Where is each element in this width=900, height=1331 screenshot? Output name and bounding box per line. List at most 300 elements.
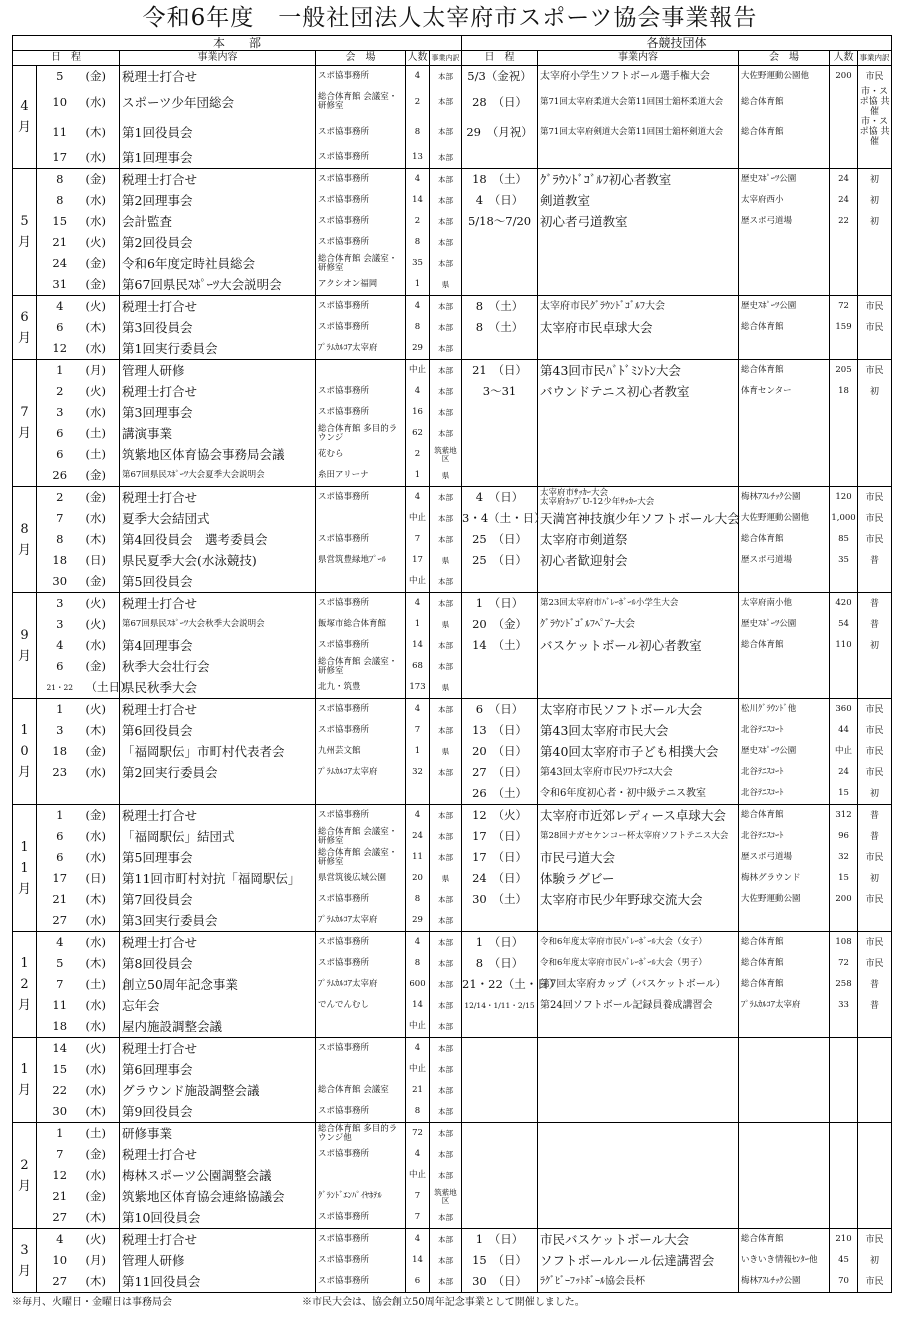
hq-day: 7 [56, 977, 64, 991]
grp-event: 第43回太宰府市民大会 [538, 720, 739, 741]
table-row [13, 656, 892, 677]
hq-weekday: (水) [85, 1168, 106, 1182]
table-row [13, 847, 892, 868]
hq-type: 本部 [430, 762, 462, 783]
hq-venue: スポ協事務所 [316, 169, 406, 191]
month-label-text: 1月 [17, 1062, 31, 1098]
hq-venue: スポ協事務所 [316, 593, 406, 615]
hq-weekday: (金) [85, 256, 106, 270]
grp-date: 4 （日） [462, 487, 538, 509]
grp-date: 20 （日） [462, 741, 538, 762]
grp-type [858, 656, 892, 677]
grp-count: 360 [830, 699, 858, 721]
table-row [13, 1016, 892, 1038]
grp-type: 初 [858, 211, 892, 232]
hq-day: 3 [56, 617, 64, 631]
hq-type [430, 783, 462, 805]
grp-venue: 歴スポ弓道場 [739, 847, 830, 868]
hq-count: 20 [406, 868, 430, 889]
hq-day: 18 [52, 553, 68, 567]
grp-venue [739, 465, 830, 487]
hq-count: 35 [406, 253, 430, 274]
hq-event: スポーツ少年団総会 [120, 87, 316, 117]
hq-day: 10 [52, 94, 68, 109]
hq-event: 税理士打合せ [120, 169, 316, 191]
hq-day: 21 [52, 1189, 68, 1203]
grp-date [462, 147, 538, 169]
grp-type: 市民 [858, 508, 892, 529]
grp-event [538, 571, 739, 593]
grp-type: 市民 [858, 847, 892, 868]
hq-day [37, 783, 83, 805]
grp-date [462, 1059, 538, 1080]
hq-type: 本部 [430, 720, 462, 741]
hq-count: 中止 [406, 1016, 430, 1038]
hq-venue [316, 1165, 406, 1186]
hq-venue: アクシオン福岡 [316, 274, 406, 296]
table-row [13, 487, 892, 509]
grp-venue: 北谷ﾃﾆｽｺｰﾄ [739, 720, 830, 741]
hq-venue: 総合体育館 会議室・研修室 [316, 847, 406, 868]
month-label-text: 9月 [17, 627, 31, 664]
grp-venue: 総合体育館 [739, 974, 830, 995]
hq-type: 本部 [430, 360, 462, 382]
hq-weekday: (水) [83, 910, 120, 932]
grp-count: 120 [830, 487, 858, 509]
hq-venue: スポ協事務所 [316, 190, 406, 211]
hq-day: 17 [52, 871, 68, 885]
hq-weekday: (火) [83, 593, 120, 615]
grp-venue [739, 147, 830, 169]
hq-count: 8 [406, 889, 430, 910]
hq-venue: スポ協事務所 [316, 1038, 406, 1060]
hq-type: 県 [430, 550, 462, 571]
hq-count: 21 [406, 1080, 430, 1101]
grp-venue [739, 232, 830, 253]
table-row [13, 1144, 892, 1165]
hq-type: 本部 [430, 1101, 462, 1123]
hq-weekday: (水) [85, 94, 106, 109]
hq-day: 27 [37, 910, 83, 932]
hq-venue: 総合体育館 会議室・研修室 [316, 253, 406, 274]
hq-weekday: (木) [85, 892, 106, 906]
grp-type: 普 [858, 995, 892, 1016]
grp-venue [739, 1165, 830, 1186]
hq-day: 6 [56, 659, 64, 673]
hq-weekday: (金) [83, 169, 120, 191]
hq-weekday: (土) [85, 426, 106, 440]
hq-type: 本部 [430, 211, 462, 232]
grp-venue [739, 910, 830, 932]
hq-weekday: (水) [85, 214, 106, 228]
grp-event [538, 338, 739, 360]
grp-date: 25 （日） [462, 550, 538, 571]
grp-count [830, 656, 858, 677]
hq-day: 15 [52, 1062, 68, 1076]
grp-type: 普 [858, 614, 892, 635]
hq-count [406, 783, 430, 805]
hq-type: 本部 [430, 826, 462, 847]
grp-type [858, 465, 892, 487]
grp-event: 市民バスケットボール大会 [538, 1229, 739, 1251]
grp-date: 5/3（金祝） [462, 66, 538, 88]
hq-type: 本部 [430, 66, 462, 88]
hq-event: 梅林スポーツ公園調整会議 [120, 1165, 316, 1186]
hq-count: 8 [406, 232, 430, 253]
grp-type [858, 1080, 892, 1101]
grp-venue: 北谷ﾃﾆｽｺｰﾄ [739, 826, 830, 847]
grp-count: 22 [830, 211, 858, 232]
hq-venue: ﾌﾟﾗﾑｶﾙｺｱ太宰府 [316, 910, 406, 932]
grp-count [830, 1016, 858, 1038]
grp-type: 普 [858, 550, 892, 571]
grp-count [830, 232, 858, 253]
hq-weekday: (金) [85, 1147, 106, 1161]
hq-type: 県 [430, 274, 462, 296]
grp-count [830, 1101, 858, 1123]
month-label-text: 10月 [17, 723, 31, 780]
grp-venue: ﾌﾟﾗﾑｶﾙｺｱ太宰府 [739, 995, 830, 1016]
grp-venue [739, 1080, 830, 1101]
hq-type: 本部 [430, 953, 462, 974]
table-row [13, 635, 892, 656]
hq-venue: スポ協事務所 [316, 211, 406, 232]
grp-venue [739, 444, 830, 465]
grp-event: 太宰府市民ｸﾞﾗｳﾝﾄﾞｺﾞﾙﾌ大会 [538, 296, 739, 318]
hq-count: 68 [406, 656, 430, 677]
hq-event: 第10回役員会 [120, 1207, 316, 1229]
hq-event: 第67回県民ｽﾎﾟｰﾂ大会説明会 [120, 274, 316, 296]
grp-count: 18 [830, 381, 858, 402]
table-row [13, 868, 892, 889]
hq-venue: 県営筑後広域公園 [316, 868, 406, 889]
grp-type: 市民 [858, 699, 892, 721]
hq-weekday: (月) [83, 360, 120, 382]
grp-event: 初心者弓道教室 [538, 211, 739, 232]
grp-date: 15 （日） [462, 1250, 538, 1271]
hq-day: 21 [52, 235, 68, 249]
hq-event: 第3回役員会 [120, 317, 316, 338]
hq-type: 本部 [430, 381, 462, 402]
hq-count: 4 [406, 699, 430, 721]
grp-event: 第40回太宰府市子ども相撲大会 [538, 741, 739, 762]
hq-day: 11 [52, 124, 68, 139]
grp-date: 25 （日） [462, 529, 538, 550]
hq-event: 屋内施設調整会議 [120, 1016, 316, 1038]
hq-type: 県 [430, 677, 462, 699]
table-row [13, 402, 892, 423]
hq-venue: スポ協事務所 [316, 1101, 406, 1123]
table-row [13, 117, 892, 147]
hq-day: 5 [37, 66, 83, 88]
grp-type: 市民 [858, 932, 892, 954]
hq-col-date: 日 程 [13, 51, 120, 66]
hq-type: 本部 [430, 190, 462, 211]
grp-date [462, 402, 538, 423]
hq-weekday: (木) [85, 723, 106, 737]
grp-count: 210 [830, 1229, 858, 1251]
grp-event: 天満宮神技旗少年ソフトボール大会 [538, 508, 739, 529]
hq-venue [316, 508, 406, 529]
table-row [13, 741, 892, 762]
grp-event [538, 1165, 739, 1186]
month-label-text: 5月 [17, 214, 31, 250]
grp-type [858, 402, 892, 423]
grp-count: 159 [830, 317, 858, 338]
grp-event: 令和6年度太宰府市民ﾊﾞﾚｰﾎﾞｰﾙ大会（女子） [538, 932, 739, 954]
grp-event: 第43回太宰府市民ｿﾌﾄﾃﾆｽ大会 [538, 762, 739, 783]
grp-col-venue: 会 場 [739, 51, 830, 66]
hq-count: 1 [406, 741, 430, 762]
hq-event: 創立50周年記念事業 [120, 974, 316, 995]
grp-event: 第71回太宰府剣道大会第11回国士舘杯剣道大会 [538, 117, 739, 147]
hq-day: 31 [37, 274, 83, 296]
grp-event: バスケットボール初心者教室 [538, 635, 739, 656]
hq-type: 本部 [430, 974, 462, 995]
month-label [13, 932, 37, 1038]
grp-venue: 北谷ﾃﾆｽｺｰﾄ [739, 783, 830, 805]
grp-count [830, 677, 858, 699]
grp-count: 44 [830, 720, 858, 741]
grp-type: 初 [858, 190, 892, 211]
table-row [13, 783, 892, 805]
table-row [13, 465, 892, 487]
hq-day: 12 [37, 338, 83, 360]
grp-event: 太宰府小学生ソフトボール選手権大会 [538, 66, 739, 88]
hq-day: 6 [56, 320, 64, 334]
table-row [13, 274, 892, 296]
hq-weekday: (金) [83, 487, 120, 509]
grp-type: 初 [858, 1250, 892, 1271]
grp-date: 12 （火） [462, 805, 538, 827]
grp-type: 初 [858, 868, 892, 889]
month-label [13, 1038, 37, 1123]
event-report-table [12, 35, 892, 1293]
hq-count: 14 [406, 1250, 430, 1271]
table-row [13, 1165, 892, 1186]
hq-count: 中止 [406, 360, 430, 382]
grp-event: 体験ラグビー [538, 868, 739, 889]
hq-count: 2 [406, 444, 430, 465]
grp-venue: 梅林ｱｽﾚﾁｯｸ公園 [739, 1271, 830, 1293]
grp-date: 21 （日） [462, 360, 538, 382]
grp-type: 市民 [858, 889, 892, 910]
grp-venue [739, 402, 830, 423]
hq-venue: スポ協事務所 [316, 529, 406, 550]
grp-event: 太宰府市民少年野球交流大会 [538, 889, 739, 910]
hq-day: 27 [37, 1271, 83, 1293]
table-row [13, 1250, 892, 1271]
hq-count: 4 [406, 1038, 430, 1060]
hq-weekday: (金) [83, 465, 120, 487]
table-row [13, 910, 892, 932]
hq-type: 県 [430, 868, 462, 889]
grp-count: 15 [830, 783, 858, 805]
grp-event: 剣道教室 [538, 190, 739, 211]
grp-event [538, 1144, 739, 1165]
hq-day: 12 [52, 1168, 68, 1182]
hq-weekday: (土) [85, 447, 106, 461]
grp-event: 令和6年度太宰府市民ﾊﾞﾚｰﾎﾞｰﾙ大会（男子） [538, 953, 739, 974]
table-row [13, 444, 892, 465]
hq-count: 14 [406, 995, 430, 1016]
grp-date [462, 1123, 538, 1145]
grp-venue: 太宰府南小他 [739, 593, 830, 615]
hq-day: 2 [56, 384, 64, 398]
hq-venue: ｸﾞﾗﾝﾄﾞｴﾝﾊﾟｲﾔﾎﾃﾙ [316, 1186, 406, 1207]
hq-event: 令和6年度定時社員総会 [120, 253, 316, 274]
grp-count [830, 117, 858, 147]
grp-count: 72 [830, 296, 858, 318]
grp-venue: 総合体育館 [739, 953, 830, 974]
hq-day: 23 [52, 765, 68, 779]
hq-weekday: (水) [85, 850, 106, 864]
hq-type: 本部 [430, 1229, 462, 1251]
hq-type: 本部 [430, 1016, 462, 1038]
hq-weekday: (水) [85, 829, 106, 843]
hq-day: 1 [37, 1123, 83, 1145]
table-row [13, 66, 892, 88]
grp-event [538, 274, 739, 296]
hq-weekday: (火) [83, 1038, 120, 1060]
hq-type: 県 [430, 741, 462, 762]
hq-day: 26 [37, 465, 83, 487]
table-row [13, 1080, 892, 1101]
hq-venue: スポ協事務所 [316, 699, 406, 721]
hq-event: 忘年会 [120, 995, 316, 1016]
grp-count [830, 402, 858, 423]
grp-event: 第24回ソフトボール記録員養成講習会 [538, 995, 739, 1016]
month-label [13, 699, 37, 805]
grp-event [538, 423, 739, 444]
hq-count: 1 [406, 274, 430, 296]
grp-venue [739, 338, 830, 360]
grp-event [538, 147, 739, 169]
grp-date: 20 （金） [462, 614, 538, 635]
grp-date: 26 （土） [462, 783, 538, 805]
grp-event [538, 1016, 739, 1038]
grp-count: 24 [830, 169, 858, 191]
grp-type [858, 253, 892, 274]
hq-count: 6 [406, 1271, 430, 1293]
grp-count [830, 1038, 858, 1060]
hq-col-count: 人数 [406, 51, 430, 66]
hq-count: 4 [406, 593, 430, 615]
hq-event: 県民秋季大会 [120, 677, 316, 699]
month-label-text: 3月 [17, 1242, 31, 1279]
grp-count [830, 147, 858, 169]
table-row [13, 826, 892, 847]
hq-count: 4 [406, 1229, 430, 1251]
grp-event: ﾗｸﾞﾋﾞｰﾌｯﾄﾎﾞｰﾙ協会長杯 [538, 1271, 739, 1293]
hq-day: 8 [56, 193, 64, 207]
table-row [13, 190, 892, 211]
grp-type [858, 677, 892, 699]
hq-event: 第7回役員会 [120, 889, 316, 910]
grp-venue: 総合体育館 [739, 529, 830, 550]
grp-event: 第7回太宰府カップ（バスケットボール） [538, 974, 739, 995]
grp-venue [739, 1016, 830, 1038]
hq-type: 本部 [430, 910, 462, 932]
hq-event: 税理士打合せ [120, 1038, 316, 1060]
hq-type: 筑紫地 区 [430, 444, 462, 465]
hq-event: 夏季大会結団式 [120, 508, 316, 529]
hq-type: 本部 [430, 402, 462, 423]
grp-event [538, 444, 739, 465]
grp-type: 市民 [858, 66, 892, 88]
hq-event: 第6回理事会 [120, 1059, 316, 1080]
hq-event: 第2回役員会 [120, 232, 316, 253]
hq-venue [316, 1016, 406, 1038]
hq-day: 2 [37, 487, 83, 509]
hq-event: 研修事業 [120, 1123, 316, 1145]
grp-type: 初 [858, 783, 892, 805]
hq-type: 本部 [430, 317, 462, 338]
hq-count: 16 [406, 402, 430, 423]
hq-event: 会計監査 [120, 211, 316, 232]
hq-event: 第1回実行委員会 [120, 338, 316, 360]
grp-venue: 総合体育館 [739, 805, 830, 827]
hq-venue: スポ協事務所 [316, 720, 406, 741]
hq-weekday: (水) [85, 998, 106, 1012]
hq-type: 本部 [430, 508, 462, 529]
month-label [13, 593, 37, 699]
grp-event [538, 1038, 739, 1060]
hq-type: 本部 [430, 571, 462, 593]
section-hq-header: 本 部 [13, 36, 462, 51]
table-row [13, 699, 892, 721]
hq-event: 税理士打合せ [120, 66, 316, 88]
hq-day: 27 [37, 1207, 83, 1229]
hq-day: 7 [56, 1147, 64, 1161]
hq-count: 13 [406, 147, 430, 169]
hq-venue: スポ協事務所 [316, 402, 406, 423]
hq-event: 第5回理事会 [120, 847, 316, 868]
grp-type [858, 1123, 892, 1145]
hq-venue: 総合体育館 多目的ラウンジ [316, 423, 406, 444]
hq-type: 県 [430, 465, 462, 487]
table-row [13, 571, 892, 593]
page-title: 令和6年度 一般社団法人太宰府市スポーツ協会事業報告 [142, 5, 758, 31]
hq-event: 税理士打合せ [120, 805, 316, 827]
grp-venue: 体育センター [739, 381, 830, 402]
hq-day: 30 [37, 1101, 83, 1123]
hq-event: 第2回理事会 [120, 190, 316, 211]
hq-type: 本部 [430, 995, 462, 1016]
hq-weekday: (木) [83, 1207, 120, 1229]
hq-count: 8 [406, 317, 430, 338]
grp-venue: いきいき情報ｾﾝﾀｰ他 [739, 1250, 830, 1271]
hq-venue: スポ協事務所 [316, 117, 406, 147]
hq-venue: ﾌﾟﾗﾑｶﾙｺｱ太宰府 [316, 974, 406, 995]
grp-date [462, 677, 538, 699]
grp-date: 29 （月祝） [462, 117, 538, 147]
hq-weekday: (金) [83, 805, 120, 827]
hq-venue: スポ協事務所 [316, 1271, 406, 1293]
hq-venue [316, 1059, 406, 1080]
hq-event: 管理人研修 [120, 360, 316, 382]
grp-type: 市民 [858, 953, 892, 974]
grp-type: 普 [858, 826, 892, 847]
grp-type: 普 [858, 805, 892, 827]
month-label-text: 11月 [17, 839, 31, 897]
hq-venue: 糸田アリーナ [316, 465, 406, 487]
hq-count: 8 [406, 953, 430, 974]
hq-type: 本部 [430, 253, 462, 274]
table-row [13, 338, 892, 360]
grp-event: 太宰府市民卓球大会 [538, 317, 739, 338]
hq-type: 本部 [430, 1080, 462, 1101]
